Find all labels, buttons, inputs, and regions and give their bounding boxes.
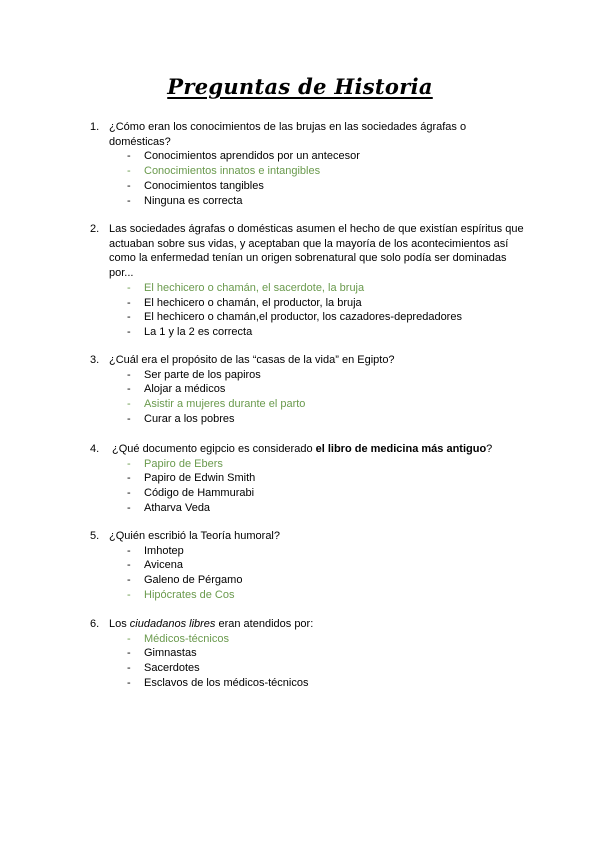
options-list <box>90 544 530 603</box>
option-4: - Ninguna es correcta <box>127 194 243 207</box>
question-6 <box>90 617 530 691</box>
option-4: - La 1 y la 2 es correcta <box>127 325 253 338</box>
question-number: 2. <box>90 223 100 235</box>
question-number: 5. <box>90 530 100 542</box>
option-3: - Galeno de Pérgamo <box>127 574 243 587</box>
option-3: - Sacerdotes <box>127 662 200 675</box>
option-2: - Avicena <box>127 559 183 572</box>
option-1: - Conocimientos aprendidos por un antecesor <box>127 150 360 163</box>
question-number: 4. <box>90 443 100 455</box>
option-2: - Gimnastas <box>127 647 197 660</box>
option-2-correct: - Conocimientos innatos e intangibles <box>127 165 321 178</box>
option-1-correct: - El hechicero o chamán, el sacerdote, la bruja <box>127 281 365 294</box>
option-3-correct: - Asistir a mujeres durante el parto <box>127 398 306 411</box>
options-list <box>90 281 530 340</box>
options-list <box>90 457 530 516</box>
question-text: ¿Quién escribió la Teoría humoral? <box>109 530 280 542</box>
question-text: ¿Qué documento egipcio es considerado el libro de medicina más antiguo? <box>112 443 493 455</box>
question-2 <box>90 222 530 340</box>
options-list <box>90 368 530 427</box>
question-text-bold: el libro de medicina más antiguo <box>315 443 487 455</box>
option-4: - Esclavos de los médicos-técnicos <box>127 676 309 689</box>
option-3: - El hechicero o chamán,el productor, los cazadores-depredadores <box>127 311 462 324</box>
question-number: 6. <box>90 618 100 630</box>
question-1 <box>90 120 530 208</box>
option-3: - Conocimientos tangibles <box>127 179 264 192</box>
question-text: Las sociedades ágrafas o domésticas asumen el hecho de que existían espíritus que actuaban sobre sus vidas, y aceptaban que la mayoría de los acontecimientos así como la enfermedad tenían un origen sobrenatural que solo podía ser dominadas por... <box>109 223 524 280</box>
question-5 <box>90 529 530 603</box>
option-2: - Papiro de Edwin Smith <box>127 472 256 485</box>
option-1: - Imhotep <box>127 544 184 557</box>
option-1-correct: - Médicos-técnicos <box>127 632 229 645</box>
option-1-correct: - Papiro de Ebers <box>127 457 223 470</box>
question-text-italic: ciudadanos libres <box>129 618 216 630</box>
option-2: - Alojar a médicos <box>127 383 226 396</box>
question-3 <box>90 353 530 427</box>
question-number: 3. <box>90 354 100 366</box>
options-list <box>90 149 530 208</box>
option-4-correct: - Hipócrates de Cos <box>127 588 235 601</box>
option-3: - Código de Hammurabi <box>127 487 255 500</box>
option-4: - Curar a los pobres <box>127 412 235 425</box>
question-number: 1. <box>90 121 100 133</box>
question-text: ¿Cuál era el propósito de las “casas de la vida” en Egipto? <box>109 354 395 366</box>
option-2: - El hechicero o chamán, el productor, la bruja <box>127 296 362 309</box>
question-4 <box>90 442 530 516</box>
page-title: Preguntas de Historia <box>167 74 433 99</box>
question-text: ¿Cómo eran los conocimientos de las brujas en las sociedades ágrafas o domésticas? <box>109 121 467 148</box>
option-4: - Atharva Veda <box>127 501 211 514</box>
options-list <box>90 632 530 691</box>
option-1: - Ser parte de los papiros <box>127 368 261 381</box>
question-text: Los ciudadanos libres eran atendidos por: <box>109 618 314 630</box>
